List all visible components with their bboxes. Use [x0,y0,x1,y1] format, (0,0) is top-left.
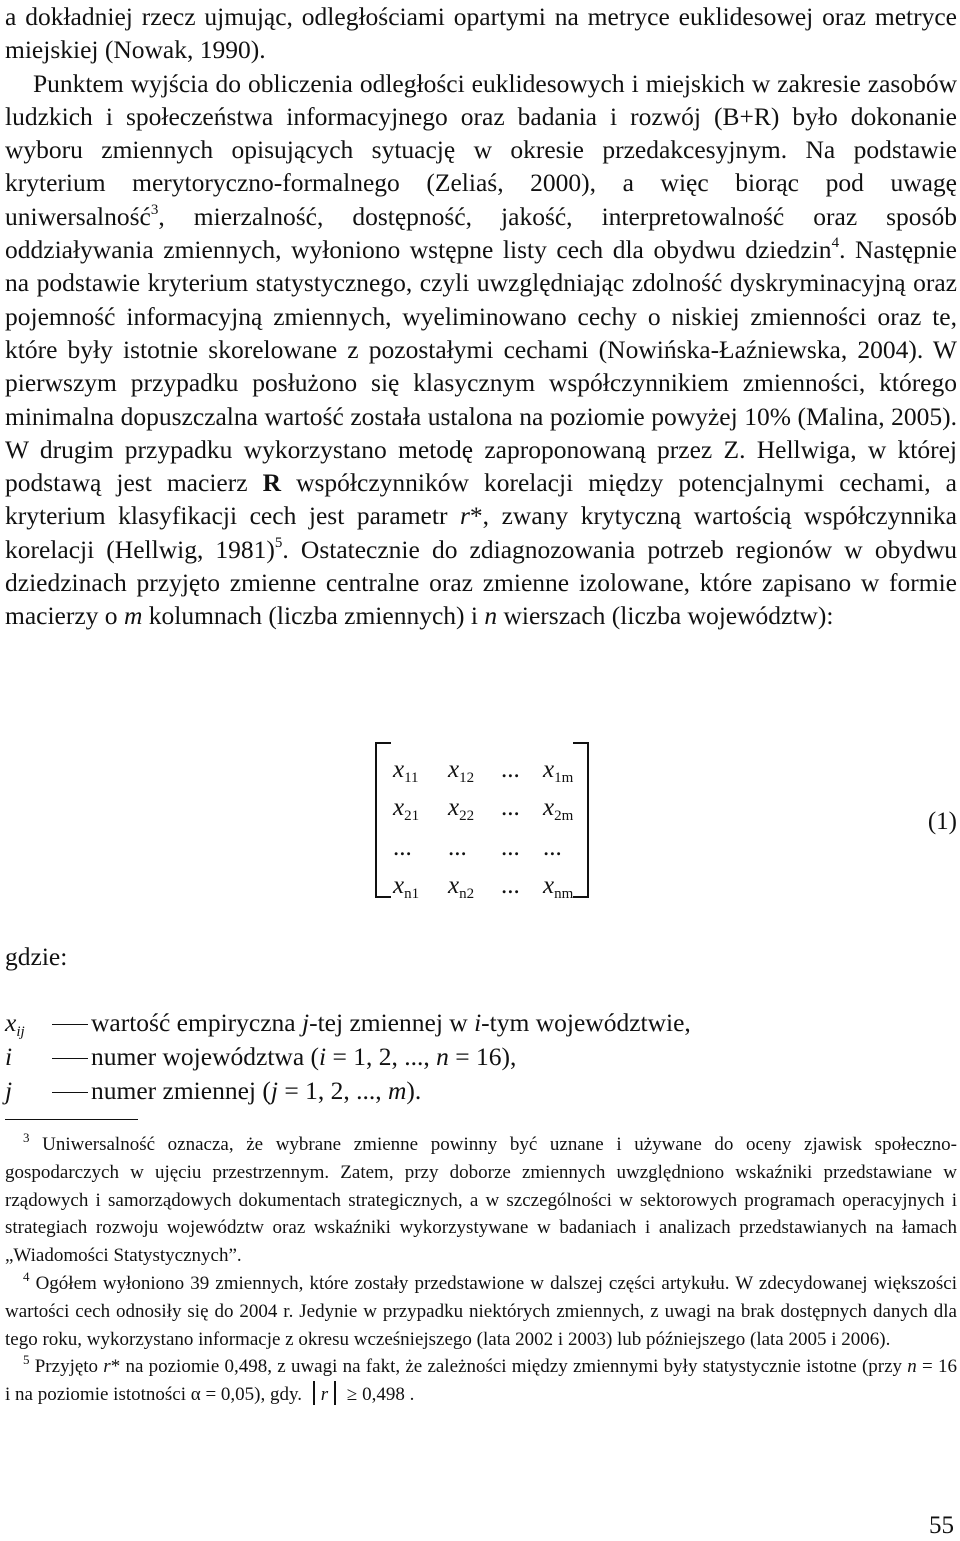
matrix-cell-symbol: x [393,794,405,821]
math-symbol: j [302,1008,310,1037]
symbol-n: n [484,601,498,631]
matrix-cell [393,794,419,822]
math-symbol: i [474,1008,482,1037]
math-symbol: n [436,1042,449,1071]
symbol: j [5,1076,13,1105]
paragraph-text: wierszach (liczba województw): [497,601,834,631]
matrix-symbol-R: R [262,468,282,498]
footnote-text: = 16 i na poziomie istotności α = 0,05), gdy. [5,1356,957,1406]
matrix-cell-subscript: 22 [459,808,475,824]
matrix-cell-symbol: x [448,872,460,899]
matrix-cell-subscript: nm [554,886,574,902]
footnote-text: Przyjęto [29,1356,104,1378]
symbol-m: m [123,601,143,631]
math-symbol: r [103,1356,111,1378]
matrix-cell-symbol: ... [501,794,520,821]
matrix-cell-symbol: ... [448,834,467,861]
equation-number: (1) [927,808,957,835]
text: numer województwa ( [91,1042,320,1071]
matrix-left-bracket [375,742,391,898]
matrix-cell [501,756,520,784]
absolute-value-bar [313,1381,315,1405]
matrix-cell [543,794,573,822]
math-symbol: r [320,1384,329,1406]
matrix-cell [543,834,562,862]
matrix-cell-symbol: x [543,872,555,899]
paragraph-text: Punktem wyjścia do obliczenia odległości euklidesowych i miejskich w zakresie zasobów ludzkich i społeczeństwa informacyjnego oraz badania i rozwój (B+R) było dokonanie wyboru zmiennych opisujących sytuację w okresie przedakcesyjnym. Na podstawie kryterium merytoryczno-formalnego (Zeliaś, 2000), a więc biorąc pod uwagę uniwersalność [5,68,957,231]
page-number: 55 [929,1512,954,1539]
footnote-number: 4 [23,1268,30,1284]
footnotes [5,1131,957,1409]
matrix-cell-symbol: x [393,756,405,783]
definition-dash [52,1092,88,1093]
matrix-cell-subscript: 2m [554,808,574,824]
text: = 1, 2, ..., [277,1076,388,1105]
definition-text [91,1040,516,1074]
definition-symbol [5,1040,12,1074]
symbol: i [5,1042,13,1071]
text: ). [406,1076,422,1105]
text: wartość empiryczna [91,1008,302,1037]
matrix-cell-subscript: 11 [404,770,419,786]
matrix-equation [5,742,957,902]
text: -tej zmiennej w [309,1008,475,1037]
paragraph-text: kolumnach (liczba zmiennych) i [142,601,485,631]
matrix-cell-subscript: 21 [404,808,420,824]
symbol-subscript: ij [16,1024,25,1040]
paragraph-2 [5,67,957,633]
matrix-cell-symbol: ... [501,872,520,899]
matrix-cell-symbol: x [448,756,460,783]
matrix-cell [393,834,412,862]
matrix-cell-subscript: 12 [459,770,475,786]
matrix-cell-subscript: n1 [404,886,420,902]
math-symbol: i [319,1042,327,1071]
matrix-cell-symbol: x [448,794,460,821]
footnote-number: 3 [23,1130,30,1145]
definition-dash [52,1024,88,1025]
footnote-5 [5,1353,957,1409]
footnote-ref-5: 5 [274,534,283,551]
footnote-text: ≥ 0,498 . [342,1384,415,1406]
paragraph-text: współczynników korelacji między potencjalnymi cechami, a kryterium klasyfikacji cech jest parametr [5,468,957,531]
matrix-cell [448,756,474,784]
matrix-right-bracket [573,742,589,898]
footnote-3 [5,1131,957,1270]
footnote-ref-3: 3 [150,201,159,218]
matrix-cell-symbol: ... [393,834,412,861]
paragraph-text: , mierzalność, dostępność, jakość, interpretowalność oraz sposób oddziaływania zmiennych, wyłoniono wstępne listy cech dla obydwu dziedzin [5,201,957,265]
matrix-cell [448,794,474,822]
matrix-cell [543,756,573,784]
math-symbol: m [387,1076,407,1105]
definition-symbol [5,1074,12,1108]
definition-dash [52,1058,88,1059]
definition-text [91,1074,421,1108]
footnote-text: Ogółem wyłoniono 39 zmiennych, które zostały przedstawione w dalszej części artykułu. W zdecydowanej większości wartości cech odnosiły się do 2004 r. Jedynie w przypadku niektórych zmiennych, z uwagi na brak dostępnych danych dla tego roku, wykorzystano informacje z okresu wcześniejszego (lata 2002 i 2003) lub późniejszego (lata 2005 i 2006). [5,1272,957,1350]
text: -tym województwie, [481,1008,691,1037]
text: = 16), [448,1042,517,1071]
text: numer zmiennej ( [91,1076,271,1105]
footnote-text: Uniwersalność oznacza, że wybrane zmienne powinny być uznane i używane do oceny zjawisk społeczno-gospodarczych w ujęciu przestrzennym. Zatem, przy doborze zmiennych uwzględniono wskaźniki przedstawiane w rządowych i samorządowych dokumentach strategicznych, a w szczególności w sektorowych programach operacyjnych i strategiach rozwoju województw oraz wskaźniki wykorzystywane w badaniach i analizach przedstawianych na łamach „Wiadomości Statystycznych”. [5,1134,957,1267]
footnote-separator [5,1119,138,1120]
matrix-cell [501,872,520,900]
matrix-cell [501,794,520,822]
matrix-cell-symbol: x [543,756,555,783]
paragraph-1: a dokładniej rzecz ujmując, odległościami opartymi na metryce euklidesowej oraz metryce miejskiej (Nowak, 1990). [5,2,957,65]
matrix-cell-subscript: n2 [459,886,475,902]
definition-text [91,1006,691,1040]
matrix-cell-subscript: 1m [554,770,574,786]
footnote-text: * na poziomie 0,498, z uwagi na fakt, że zależności między zmiennymi były statystycznie istotne (przy [110,1356,908,1378]
matrix-cell-symbol: x [543,794,555,821]
footnote-number: 5 [23,1352,30,1368]
symbol-r: r [459,501,470,531]
paragraph-text: . Ostatecznie do zdiagnozowania potrzeb regionów w obydwu dziedzinach przyjęto zmienne centralne oraz zmienne izolowane, które zapisano w formie macierzy o [5,534,957,631]
definition-symbol [5,1006,25,1040]
matrix-cell-symbol: x [393,872,405,899]
matrix-cell [501,834,520,862]
symbol: x [5,1008,17,1037]
text: = 1, 2, ..., [326,1042,437,1071]
math-symbol: j [270,1076,278,1105]
body-text [5,0,957,633]
matrix-cell [448,872,474,900]
document-page [5,0,957,1539]
paragraph-text: *, zwany krytyczną wartością współczynnika korelacji (Hellwig, 1981) [5,501,957,564]
where-label: gdzie: [5,942,68,971]
matrix-cell [448,834,467,862]
paragraph-text: . Następnie na podstawie kryterium statystycznego, czyli uwzględniając zdolność dyskryminacyjną oraz pojemność informacyjną zmiennych, wyeliminowano cechy o niskiej zmienności oraz te, które były istotnie skorelowane z pozostałymi cechami (Nowińska-Łaźniewska, 2004). W pierwszym przypadku posłużono się klasycznym współczynnikiem zmienności, którego minimalna dopuszczalna wartość została ustalona na poziomie powyżej 10% (Malina, 2005). W drugim przypadku wykorzystano metodę zaproponowaną przez Z. Hellwiga, w której podstawą jest macierz [5,235,957,498]
math-symbol: n [907,1356,917,1378]
matrix-cell-symbol: ... [543,834,562,861]
matrix-cell-symbol: ... [501,756,520,783]
absolute-value-bar [334,1381,336,1405]
matrix-cell-symbol: ... [501,834,520,861]
matrix-cell [543,872,573,900]
matrix-cell [393,756,419,784]
footnote-ref-4: 4 [831,235,840,252]
matrix-cell [393,872,419,900]
footnote-4 [5,1270,957,1353]
